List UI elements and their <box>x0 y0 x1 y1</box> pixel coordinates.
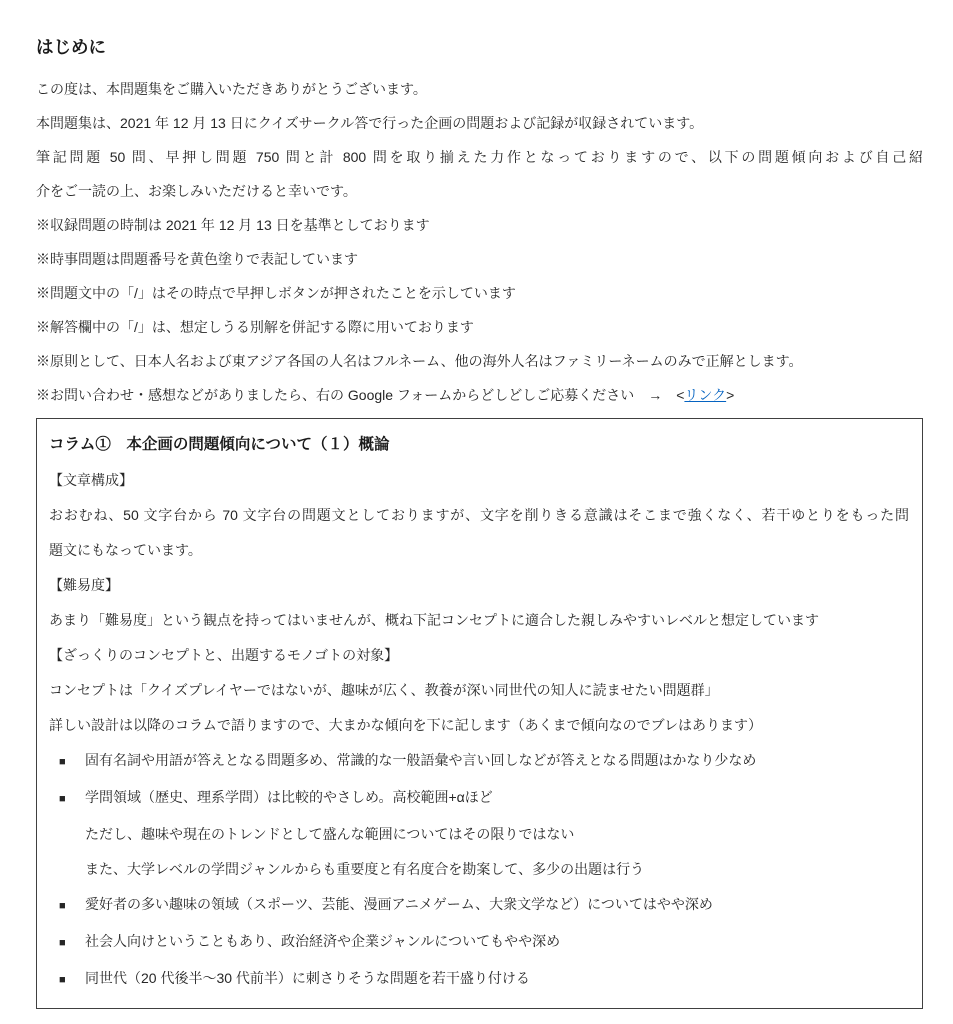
intro-line: この度は、本問題集をご購入いただきありがとうございます。 <box>36 81 427 97</box>
page-title: はじめに <box>36 37 106 57</box>
box-text-line: あまり「難易度」という観点を持ってはいませんが、概ね下記コンセプトに適合した親しみやすいレベルと想定しています <box>49 612 819 628</box>
bullet-square-icon: ■ <box>59 974 66 986</box>
section-label: 【ざっくりのコンセプトと、出題するモノゴトの対象】 <box>49 647 399 663</box>
intro-line: 筆記問題 50 問、早押し問題 750 問と計 800 問を取り揃えた力作となっておりますので、以下の問題傾向および自己紹 <box>36 149 923 165</box>
bullet-item-text: 固有名詞や用語が答えとなる問題多め、常識的な一般語彙や言い回しなどが答えとなる問題はかなり少なめ <box>85 752 757 768</box>
bullet-item <box>49 743 909 780</box>
note-line: ※時事問題は問題番号を黄色塗りで表記しています <box>36 251 358 267</box>
intro-line: 介をご一読の上、お楽しみいただけると幸いです。 <box>36 183 357 199</box>
bullet-item <box>49 924 909 961</box>
bullet-item-text: 学問領域（歴史、理系学問）は比較的やさしめ。高校範囲+αほど <box>85 789 493 805</box>
bullet-item-text: 愛好者の多い趣味の領域（スポーツ、芸能、漫画アニメゲーム、大衆文学など）についてはやや深め <box>85 896 713 912</box>
bullet-item <box>49 961 909 998</box>
box-text-line: コンセプトは「クイズプレイヤーではないが、趣味が広く、教養が深い同世代の知人に読ませたい問題群」 <box>49 682 719 698</box>
bullet-square-icon: ■ <box>59 756 66 768</box>
bullet-item <box>49 887 909 924</box>
bullet-item-text: 同世代（20 代後半～30 代前半）に刺さりそうな問題を若干盛り付ける <box>85 970 530 986</box>
contact-text-prefix: ※お問い合わせ・感想などがありましたら、右の Google フォームからどしどしご応募ください → < <box>36 387 685 403</box>
note-line: ※解答欄中の「/」は、想定しうる別解を併記する際に用いております <box>36 319 474 335</box>
bullet-item <box>49 780 909 817</box>
contact-text-suffix: > <box>726 387 735 403</box>
note-line: ※収録問題の時制は 2021 年 12 月 13 日を基準としております <box>36 217 430 233</box>
bullet-square-icon: ■ <box>59 900 66 912</box>
box-text-line: 題文にもなっています。 <box>49 542 202 558</box>
column-box-heading: コラム① 本企画の問題傾向について（１）概論 <box>49 436 390 453</box>
intro-line: 本問題集は、2021 年 12 月 13 日にクイズサークル答で行った企画の問題および記録が収録されています。 <box>36 115 704 131</box>
section-label: 【文章構成】 <box>49 472 133 488</box>
bullet-square-icon: ■ <box>59 793 66 805</box>
note-line: ※原則として、日本人名および東アジア各国の人名はフルネーム、他の海外人名はファミリーネームのみで正解とします。 <box>36 353 803 369</box>
column-box <box>36 418 923 1009</box>
bullet-item-text: 社会人向けということもあり、政治経済や企業ジャンルについてもやや深め <box>85 933 561 949</box>
note-line: ※問題文中の「/」はその時点で早押しボタンが押されたことを示しています <box>36 285 516 301</box>
bullet-square-icon: ■ <box>59 937 66 949</box>
section-label: 【難易度】 <box>49 577 119 593</box>
bullet-sub-line: また、大学レベルの学問ジャンルからも重要度と有名度合を勘案して、多少の出題は行う <box>85 861 645 877</box>
box-text-line: 詳しい設計は以降のコラムで語りますので、大まかな傾向を下に記します（あくまで傾向なのでブレはあります） <box>49 717 763 733</box>
google-form-link[interactable]: リンク <box>684 387 727 403</box>
box-text-line: おおむね、50 文字台から 70 文字台の問題文としておりますが、文字を削りきる意識はそこまで強くなく、若干ゆとりをもった問 <box>49 507 909 523</box>
contact-line <box>36 378 923 412</box>
bullet-sub-line: ただし、趣味や現在のトレンドとして盛んな範囲についてはその限りではない <box>85 826 575 842</box>
